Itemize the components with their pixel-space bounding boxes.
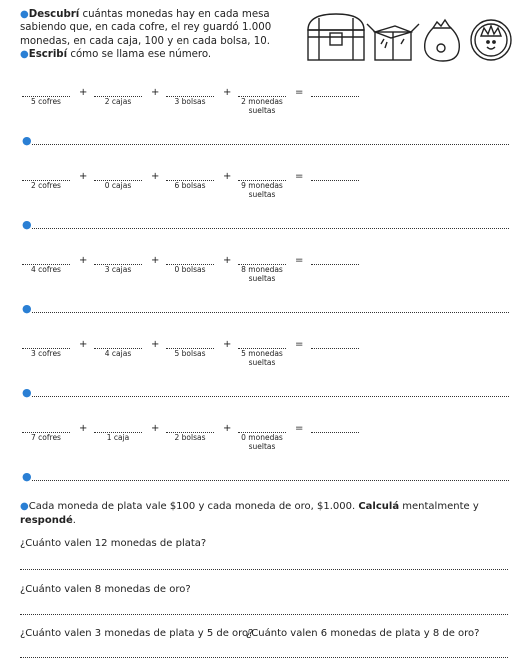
part2-text: Cada moneda de plata vale $100 y cada moneda de oro, $1.000. bbox=[28, 501, 359, 512]
plus-sign: + bbox=[223, 423, 232, 434]
treasure-chest-icon bbox=[308, 14, 364, 60]
intro-paragraph bbox=[20, 8, 305, 62]
equation-row-2 bbox=[22, 172, 382, 206]
intro-bold-escribi: Escribí bbox=[28, 49, 68, 61]
question-2: ¿Cuánto valen 8 monedas de oro? bbox=[20, 584, 191, 595]
plus-sign: + bbox=[223, 255, 232, 266]
blank-monedas[interactable] bbox=[238, 340, 286, 367]
label-monedas: 0 monedas bbox=[241, 433, 283, 442]
answer-line-5[interactable] bbox=[22, 470, 509, 486]
plus-sign: + bbox=[151, 423, 160, 434]
answer-line-4[interactable] bbox=[22, 386, 509, 402]
label-cajas: 4 cajas bbox=[104, 349, 132, 358]
label-cofres: 3 cofres bbox=[31, 349, 61, 358]
bullet-icon: ● bbox=[20, 9, 29, 20]
label-cofres: 2 cofres bbox=[31, 181, 61, 190]
answer-line-q1[interactable] bbox=[20, 569, 508, 570]
plus-sign: + bbox=[151, 171, 160, 182]
blank-cofres[interactable] bbox=[22, 424, 70, 442]
blank-cajas[interactable] bbox=[94, 172, 142, 190]
blank-bolsas[interactable] bbox=[166, 88, 214, 106]
blank-cajas[interactable] bbox=[94, 88, 142, 106]
plus-sign: + bbox=[79, 423, 88, 434]
plus-sign: + bbox=[223, 87, 232, 98]
blank-cofres[interactable] bbox=[22, 340, 70, 358]
plus-sign: + bbox=[79, 255, 88, 266]
box-icon bbox=[367, 24, 419, 60]
label-sueltas: sueltas bbox=[248, 358, 276, 367]
part2-text-2: mentalmente y bbox=[399, 501, 479, 512]
answer-line-2[interactable] bbox=[22, 218, 509, 234]
answer-line-1[interactable] bbox=[22, 134, 509, 150]
blank-monedas[interactable] bbox=[238, 88, 286, 115]
blank-cajas[interactable] bbox=[94, 424, 142, 442]
equals-sign: = bbox=[295, 171, 304, 182]
bullet-icon: ● bbox=[22, 134, 32, 147]
label-cajas: 1 caja bbox=[106, 433, 130, 442]
blank-bolsas[interactable] bbox=[166, 424, 214, 442]
money-bag-icon bbox=[425, 20, 460, 61]
bullet-icon: ● bbox=[22, 302, 32, 315]
blank-cajas[interactable] bbox=[94, 340, 142, 358]
plus-sign: + bbox=[151, 255, 160, 266]
label-bolsas: 3 bolsas bbox=[174, 97, 206, 106]
bullet-icon: ● bbox=[22, 386, 32, 399]
equals-sign: = bbox=[295, 339, 304, 350]
illustration-icons bbox=[305, 8, 515, 63]
gold-coin-icon bbox=[471, 20, 511, 60]
bullet-icon: ● bbox=[20, 49, 29, 61]
part2-text-3: . bbox=[72, 514, 76, 526]
equals-sign: = bbox=[295, 423, 304, 434]
blank-monedas[interactable] bbox=[238, 424, 286, 451]
label-sueltas: sueltas bbox=[248, 106, 276, 115]
label-monedas: 8 monedas bbox=[241, 265, 283, 274]
label-cofres: 4 cofres bbox=[31, 265, 61, 274]
blank-cofres[interactable] bbox=[22, 172, 70, 190]
label-cajas: 0 cajas bbox=[104, 181, 132, 190]
answer-line-3[interactable] bbox=[22, 302, 509, 318]
blank-cofres[interactable] bbox=[22, 256, 70, 274]
label-monedas: 9 monedas bbox=[241, 181, 283, 190]
label-sueltas: sueltas bbox=[248, 442, 276, 451]
label-sueltas: sueltas bbox=[248, 274, 276, 283]
part2-bold-responde: respondé bbox=[20, 514, 73, 526]
blank-bolsas[interactable] bbox=[166, 256, 214, 274]
blank-result[interactable] bbox=[311, 172, 359, 181]
blank-result[interactable] bbox=[311, 88, 359, 97]
label-cajas: 2 cajas bbox=[104, 97, 132, 106]
blank-result[interactable] bbox=[311, 340, 359, 349]
equation-row-4 bbox=[22, 340, 382, 374]
blank-bolsas[interactable] bbox=[166, 340, 214, 358]
intro-text: cuántas monedas hay en cada mesa sabiendo que, en cada cofre, el rey guardó 1.000 monedas, en cada caja, 100 y en cada bolsa, 10. bbox=[20, 9, 272, 47]
blank-cofres[interactable] bbox=[22, 88, 70, 106]
answer-line-q3[interactable] bbox=[20, 657, 508, 658]
equation-row-3 bbox=[22, 256, 382, 290]
label-cajas: 3 cajas bbox=[104, 265, 132, 274]
question-3: ¿Cuánto valen 3 monedas de plata y 5 de oro? bbox=[20, 628, 254, 639]
label-bolsas: 5 bolsas bbox=[174, 349, 206, 358]
part2-bold-calcula: Calculá bbox=[358, 501, 400, 512]
label-cofres: 7 cofres bbox=[31, 433, 61, 442]
question-4: ¿Cuánto valen 6 monedas de plata y 8 de oro? bbox=[246, 628, 480, 639]
bullet-icon: ● bbox=[20, 501, 29, 512]
plus-sign: + bbox=[79, 339, 88, 350]
blank-bolsas[interactable] bbox=[166, 172, 214, 190]
part2-instructions bbox=[20, 500, 510, 527]
plus-sign: + bbox=[151, 87, 160, 98]
label-cofres: 5 cofres bbox=[31, 97, 61, 106]
bullet-icon: ● bbox=[22, 470, 32, 483]
plus-sign: + bbox=[223, 171, 232, 182]
plus-sign: + bbox=[79, 171, 88, 182]
plus-sign: + bbox=[151, 339, 160, 350]
equals-sign: = bbox=[295, 87, 304, 98]
bullet-icon: ● bbox=[22, 218, 32, 231]
blank-monedas[interactable] bbox=[238, 256, 286, 283]
label-bolsas: 0 bolsas bbox=[174, 265, 206, 274]
label-monedas: 2 monedas bbox=[241, 97, 283, 106]
equation-row-5 bbox=[22, 424, 382, 458]
blank-monedas[interactable] bbox=[238, 172, 286, 199]
label-bolsas: 2 bolsas bbox=[174, 433, 206, 442]
label-sueltas: sueltas bbox=[248, 190, 276, 199]
plus-sign: + bbox=[79, 87, 88, 98]
equals-sign: = bbox=[295, 255, 304, 266]
label-monedas: 5 monedas bbox=[241, 349, 283, 358]
question-1: ¿Cuánto valen 12 monedas de plata? bbox=[20, 538, 207, 549]
plus-sign: + bbox=[223, 339, 232, 350]
blank-cajas[interactable] bbox=[94, 256, 142, 274]
blank-result[interactable] bbox=[311, 424, 359, 433]
answer-line-q2[interactable] bbox=[20, 614, 508, 615]
equation-row-1 bbox=[22, 88, 382, 122]
intro-bold-descubri: Descubrí bbox=[28, 9, 80, 20]
label-bolsas: 6 bolsas bbox=[174, 181, 206, 190]
blank-result[interactable] bbox=[311, 256, 359, 265]
intro-text-2: cómo se llama ese número. bbox=[67, 49, 212, 61]
